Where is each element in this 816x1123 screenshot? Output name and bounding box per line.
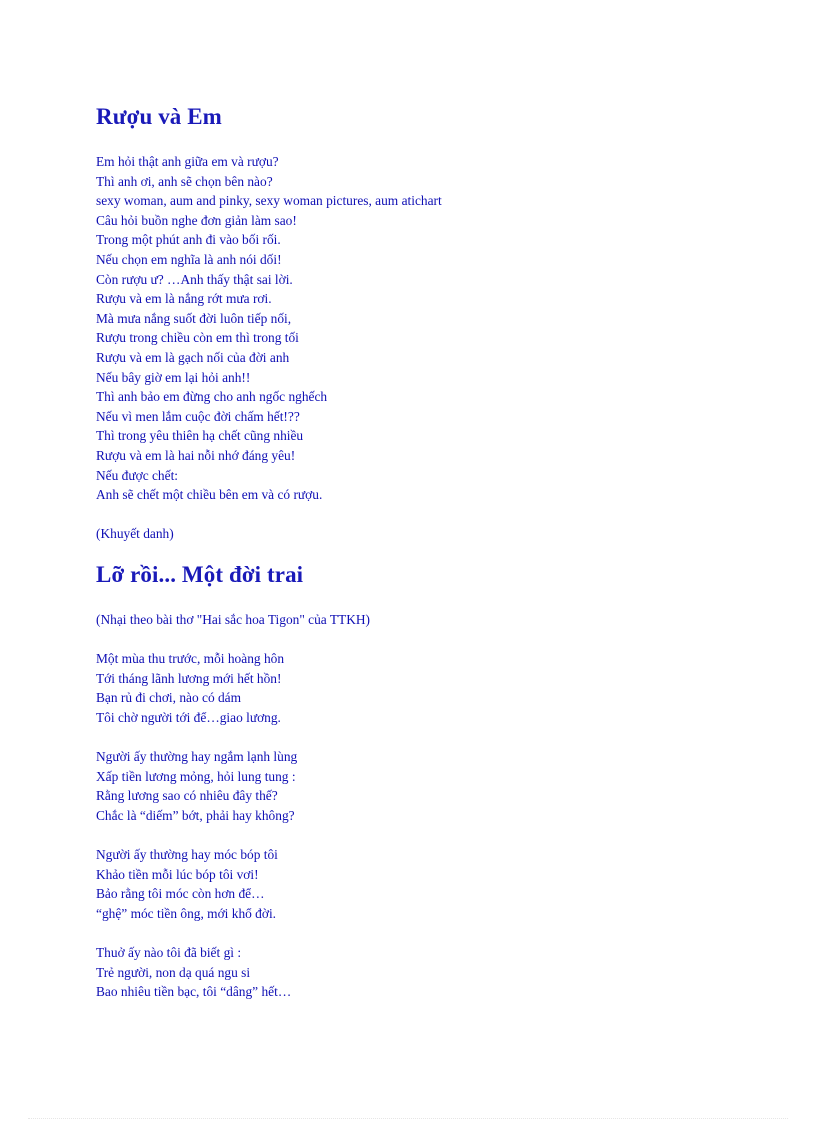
poem-line: Còn rượu ư? …Anh thấy thật sai lời. bbox=[96, 271, 293, 287]
poem-line: Một mùa thu trước, mỗi hoàng hôn bbox=[96, 651, 285, 667]
poem-line: Trẻ người, non dạ quá ngu si bbox=[96, 964, 251, 980]
poem-line: Tôi chờ người tới để…giao lương. bbox=[96, 709, 281, 725]
poem-line: Bạn rủ đi chơi, nào có dám bbox=[96, 690, 242, 706]
poem-line: Trong một phút anh đi vào bối rối. bbox=[96, 232, 281, 248]
poem-line: Anh sẽ chết một chiều bên em và có rượu. bbox=[96, 487, 323, 503]
poem-line: Nếu chọn em nghĩa là anh nói dối! bbox=[96, 251, 282, 267]
poem-title: Lỡ rồi... Một đời trai bbox=[96, 561, 304, 587]
poem-line: Nếu được chết: bbox=[96, 467, 179, 483]
poem-body bbox=[96, 152, 786, 544]
stanza-gap bbox=[96, 923, 786, 943]
poem-author: (Khuyết danh) bbox=[96, 526, 174, 542]
poem-line: “ghệ” móc tiền ông, mới khổ đời. bbox=[96, 905, 277, 921]
poem-line: Khảo tiền mỗi lúc bóp tôi vơi! bbox=[96, 866, 259, 882]
poem-title: Rượu và Em bbox=[96, 104, 222, 129]
poem-line: Rượu trong chiều còn em thì trong tối bbox=[96, 330, 299, 346]
poem-line: Người ấy thường hay móc bóp tôi bbox=[96, 847, 278, 862]
poem-line: Rượu và em là nắng rớt mưa rơi. bbox=[96, 291, 272, 307]
poem-line: Thuở ấy nào tôi đã biết gì : bbox=[96, 944, 242, 960]
poem-line: Người ấy thường hay ngắm lạnh lùng bbox=[96, 749, 298, 765]
poem-line: Chắc là “diếm” bớt, phải hay không? bbox=[96, 807, 295, 823]
poem-line: Rượu và em là hai nỗi nhớ đáng yêu! bbox=[96, 447, 296, 463]
poem-line: Em hỏi thật anh giữa em và rượu? bbox=[96, 154, 279, 169]
poem-line: Nếu bây giờ em lại hỏi anh!! bbox=[96, 369, 251, 385]
poem-line: Bao nhiêu tiền bạc, tôi “dâng” hết… bbox=[96, 984, 292, 1000]
poem-line: Thì trong yêu thiên hạ chết cũng nhiều bbox=[96, 428, 304, 444]
poem-line: Mà mưa nắng suốt đời luôn tiếp nối, bbox=[96, 310, 292, 326]
poem-line: sexy woman, aum and pinky, sexy woman pictures, aum atichart bbox=[96, 193, 442, 209]
stanza-gap bbox=[96, 825, 786, 845]
document-content bbox=[96, 100, 786, 1002]
poem-line: Thì anh ơi, anh sẽ chọn bên nào? bbox=[96, 173, 273, 189]
stanza-gap bbox=[96, 727, 786, 747]
page-bottom-divider bbox=[28, 1118, 788, 1119]
poem-line: Rằng lương sao có nhiêu đây thế? bbox=[96, 788, 278, 804]
poem-line: Bảo rằng tôi móc còn hơn để… bbox=[96, 886, 265, 902]
poem-line: Nếu vì men lắm cuộc đời chấm hết!?? bbox=[96, 408, 300, 424]
stanza-gap bbox=[96, 629, 786, 649]
poem-line: Xấp tiền lương mỏng, hỏi lung tung : bbox=[96, 768, 296, 784]
poem-line: Thì anh bảo em đừng cho anh ngốc nghếch bbox=[96, 389, 328, 405]
poem-line: Tới tháng lãnh lương mới hết hồn! bbox=[96, 670, 282, 686]
poem-line: Câu hỏi buồn nghe đơn giản làm sao! bbox=[96, 212, 297, 228]
poem-subtitle: (Nhại theo bài thơ "Hai sắc hoa Tigon" của TTKH) bbox=[96, 611, 370, 627]
poem-line: Rượu và em là gạch nối của đời anh bbox=[96, 349, 290, 365]
poem-body bbox=[96, 610, 786, 1002]
